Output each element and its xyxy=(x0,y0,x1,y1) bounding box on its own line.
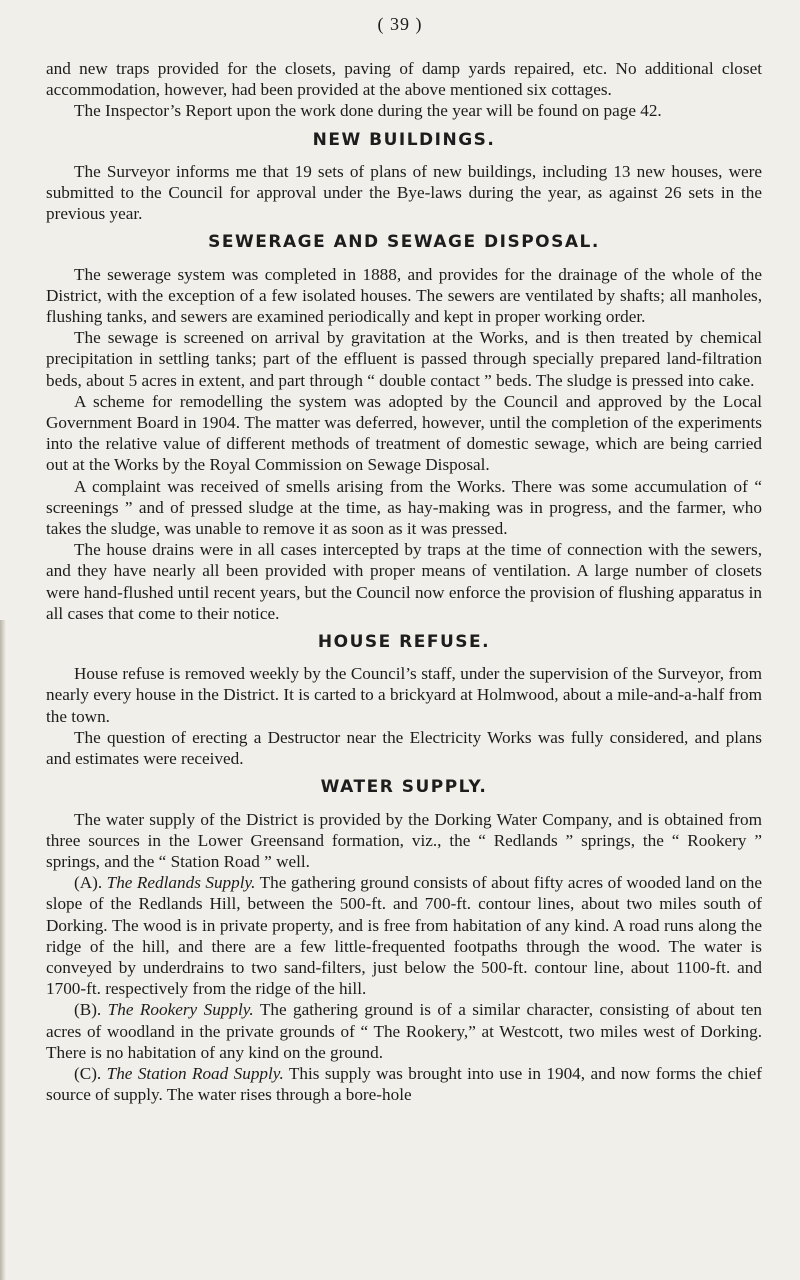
water-supply-item-c xyxy=(46,1063,762,1105)
heading-water-supply: WATER SUPPLY. xyxy=(320,777,488,798)
item-title: The Redlands Supply. xyxy=(106,873,256,893)
item-text: This supply was brought into use in 1904, and now forms the chief source of supply. The water rises through a bore-hole xyxy=(46,1063,762,1105)
heading-sewerage: SEWERAGE AND SEWAGE DISPOSAL. xyxy=(208,232,600,253)
sewerage-paragraph-4: A complaint was received of smells arising from the Works. There was some accumulation of “ screenings ” and of pressed sludge at the time, as hay-making was in progress, and the farmer, who takes the sludge, was unable to remove it as soon as it was pressed. xyxy=(46,476,762,539)
water-supply-item-a xyxy=(46,872,762,999)
item-title: The Rookery Supply. xyxy=(107,1000,254,1020)
sewerage-paragraph-3: A scheme for remodelling the system was adopted by the Council and approved by the Local Government Board in 1904. The matter was deferred, however, until the completion of the experiments into the relative value of different methods of treatment of domestic sewage, which are being carried out at the Works by the Royal Commission on Sewage Disposal. xyxy=(46,391,762,475)
page-number: ( 39 ) xyxy=(377,14,423,34)
intro-paragraph-1: and new traps provided for the closets, paving of damp yards repaired, etc. No additional closet accommodation, however, had been provided at the above mentioned six cottages. xyxy=(46,59,762,100)
house-refuse-paragraph-2: The question of erecting a Destructor near the Electricity Works was fully considered, and plans and estimates were received. xyxy=(46,727,762,769)
water-supply-item-b xyxy=(46,999,762,1063)
item-title: The Station Road Supply. xyxy=(106,1063,284,1083)
sewerage-paragraph-2: The sewage is screened on arrival by gravitation at the Works, and is then treated by chemical precipitation in settling tanks; part of the effluent is passed through specially prepared land-filtration beds, about 5 acres in extent, and part through “ double contact ” beds. The sludge is pressed into cake. xyxy=(46,328,762,390)
sewerage-paragraph-5: The house drains were in all cases intercepted by traps at the time of connection with the sewers, and they have nearly all been provided with proper means of ventilation. A large number of closets were hand-flushed until recent years, but the Council now enforce the provision of flushing apparatus in all cases that come to their notice. xyxy=(46,540,762,623)
new-buildings-paragraph: The Surveyor informs me that 19 sets of plans of new buildings, including 13 new houses, were submitted to the Council for approval under the Bye-laws during the year, as against 26 sets in the previous year. xyxy=(46,161,762,224)
intro-paragraph-2: The Inspector’s Report upon the work done during the year will be found on page 42. xyxy=(74,101,662,121)
item-marker: (C). xyxy=(74,1063,102,1083)
heading-new-buildings: NEW BUILDINGS. xyxy=(312,129,496,150)
item-marker: (B). xyxy=(74,1000,102,1020)
page-body xyxy=(46,58,762,1105)
item-text: The gathering ground consists of about fifty acres of wooded land on the slope of the Redlands Hill, between the 500-ft. and 700-ft. contour lines, about two miles south of Dorking. The wood is in private property, and is free from habitation of any kind. A road runs along the ridge of the hill, and there are a few little-frequented footpaths through the wood. The water is conveyed by underdrains to two sand-filters, just below the 500-ft. contour line, about 1100-ft. and 1700-ft. respectively from the ridge of the hill. xyxy=(46,873,763,999)
sewerage-paragraph-1: The sewerage system was completed in 1888, and provides for the drainage of the whole of the District, with the exception of a few isolated houses. The sewers are ventilated by shafts; all manholes, flushing tanks, and sewers are examined periodically and kept in proper working order. xyxy=(46,264,762,327)
item-text: The gathering ground is of a similar character, consisting of about ten acres of woodland in the private grounds of “ The Rookery,” at Westcott, two miles west of Dorking. There is no habitation of any kind on the ground. xyxy=(46,1000,762,1062)
house-refuse-paragraph-1: House refuse is removed weekly by the Council’s staff, under the supervision of the Surveyor, from nearly every house in the District. It is carted to a brickyard at Holmwood, about a mile-and-a-half from the town. xyxy=(46,664,762,726)
item-marker: (A). xyxy=(74,873,103,893)
heading-house-refuse: HOUSE REFUSE. xyxy=(317,632,491,653)
binding-edge-shadow xyxy=(0,620,6,1280)
water-supply-intro: The water supply of the District is provided by the Dorking Water Company, and is obtained from three sources in the Lower Greensand formation, viz., the “ Redlands ” springs, the “ Rookery ” springs, and the “ Station Road ” well. xyxy=(46,809,762,871)
